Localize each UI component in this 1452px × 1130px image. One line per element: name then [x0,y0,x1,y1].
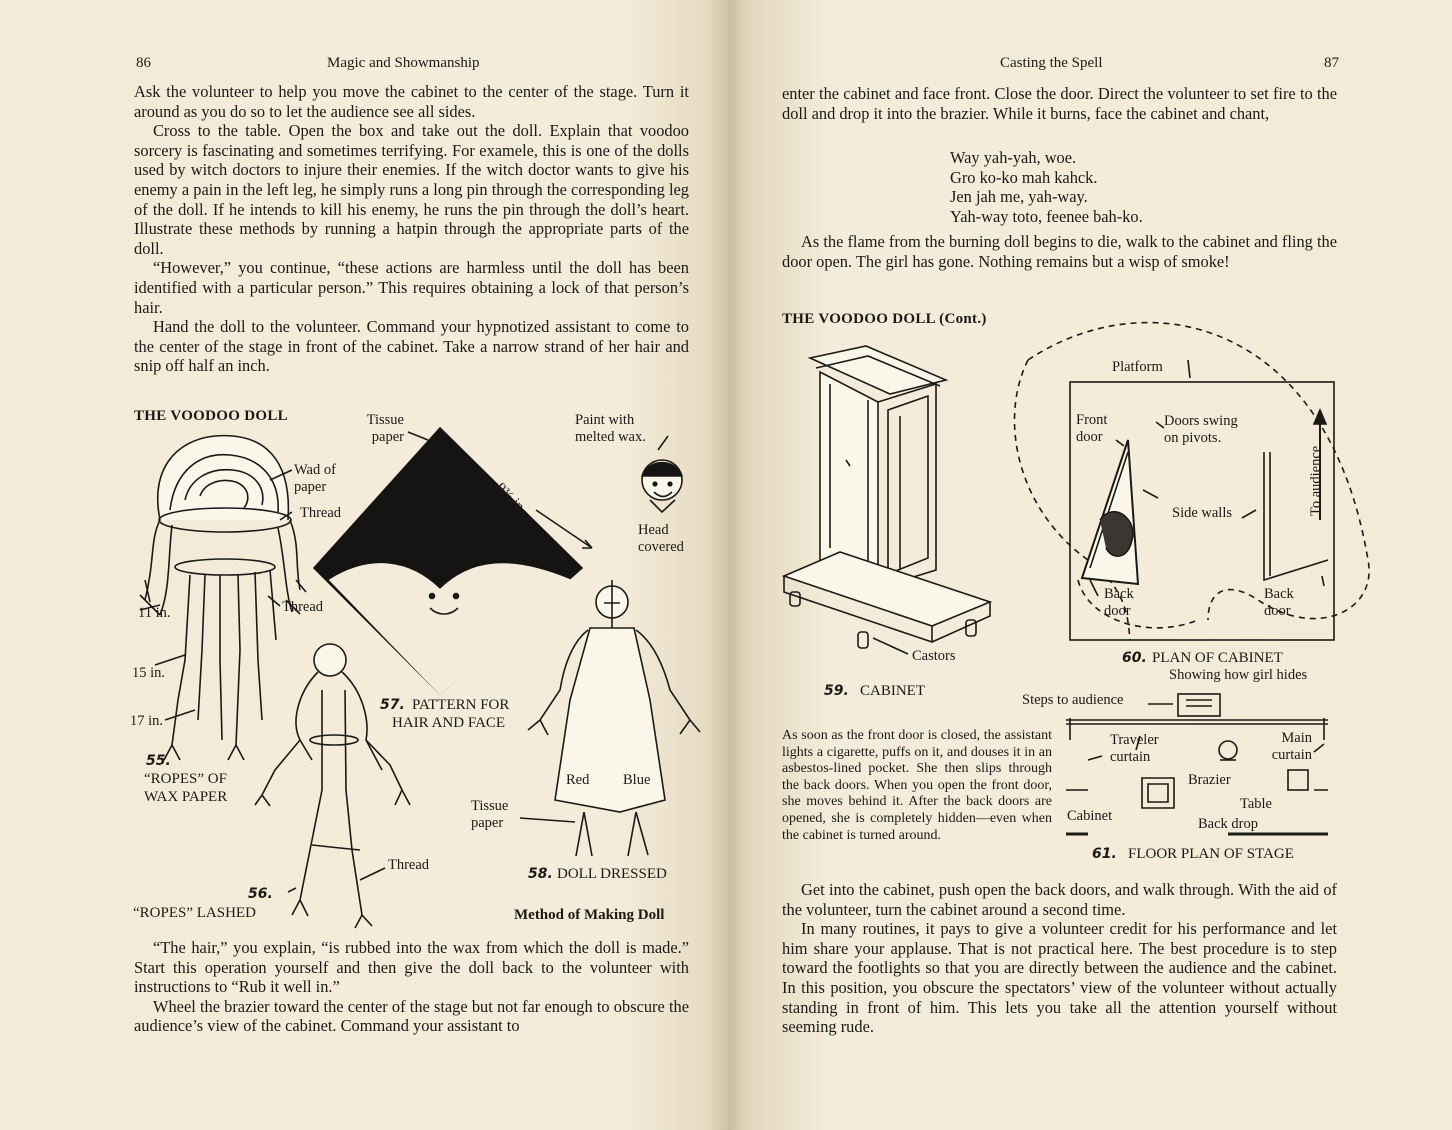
front-door-label: Front door [1076,412,1108,445]
doors-swing-label: Doors swing on pivots. [1164,413,1238,446]
paint-label: Paint with melted wax. [575,412,646,445]
castors-label: Castors [912,648,956,664]
brazier-label: Brazier [1188,772,1231,788]
table-label: Table [1240,796,1272,812]
body-text-bottom [134,938,689,1036]
chant-line: Jen jah me, yah-way. [950,187,1088,207]
back-door-label: Back door [1104,586,1134,619]
fig59-number: 59. [824,683,849,699]
side-note: As soon as the front door is closed, the assistant lights a cigarette, puffs on it, and douses it in an asbestos-lined pocket. She then slips through the back doors. When you open the front door, she moves behind it. After the back doors are opened, she is completely hidden—even when the cabinet is turned around. [782,728,1052,843]
fig57-caption: PATTERN FOR HAIR AND FACE [392,697,510,731]
back-drop-label: Back drop [1198,816,1258,832]
paragraph: “However,” you continue, “these actions are harmless until the doll has been identified with a particular person.” This requires obtaining a lock of that person’s hair. [134,258,689,317]
side-walls-label: Side walls [1172,505,1233,521]
method-caption: Method of Making Doll [514,907,665,923]
fig55-caption: “ROPES” OF WAX PAPER [144,771,228,805]
wad-of-paper-label: Wad of paper [294,462,336,495]
fig61-caption: FLOOR PLAN OF STAGE [1128,846,1294,862]
fig61-number: 61. [1092,846,1117,862]
fig55-number: 55. [146,753,171,769]
chant-line: Gro ko-ko mah kahck. [950,167,1098,187]
fig56-caption: “ROPES” LASHED [133,905,256,921]
to-audience-label: To audience [1308,445,1324,516]
fig58-number: 58. [528,866,553,882]
paragraph: Wheel the brazier toward the center of the stage but not far enough to obscure the audience’s view of the cabinet. Command your assistant to [134,996,689,1036]
page-number: 87 [1324,55,1339,71]
paragraph: Get into the cabinet, push open the back doors, and walk through. With the aid of the volunteer, turn the cabinet around a second time. [782,880,1337,919]
red-label: Red [566,772,590,788]
paragraph: Hand the doll to the volunteer. Command your hypnotized assistant to come to the center of the stage in front of the cabinet. Take a narrow strand of her hair and snip off half an inch. [134,317,689,376]
blue-label: Blue [623,772,651,788]
page-number: 86 [136,55,151,71]
chant-line: Way yah-yah, woe. [950,148,1077,167]
running-title: Magic and Showmanship [327,55,480,71]
figure-heading: THE VOODOO DOLL (Cont.) [782,311,987,327]
body-text-top: enter the cabinet and face front. Close the door. Direct the volunteer to set fire to the doll and drop it into the brazier. While it burns, face the cabinet and chant, [782,84,1337,123]
back-door-label: Back door [1264,586,1294,619]
fig60-number: 60. [1122,650,1147,666]
chant-line: Yah-way toto, feenee bah-ko. [950,206,1143,226]
length-11-label: 11 in. [138,605,171,621]
thread-label: Thread [388,857,430,873]
tissue-paper-label: Tissue paper [366,412,404,445]
paragraph: Cross to the table. Open the box and take out the doll. Explain that voodoo sorcery is fascinating and sometimes terrifying. For examele, this is one of the dolls used by witch doctors to injure their enemies. If the witch doctor wants to give his enemy a pain in the left leg, he simply runs a long pin through the corresponding leg of the doll. If he intends to kill his enemy, he runs the pin through the doll’s heart. Illustrate these methods by running a hatpin through the appropriate parts of the doll. [134,121,689,258]
running-title: Casting the Spell [1000,55,1103,71]
head-covered-label: Head covered [638,522,684,555]
figure-heading: THE VOODOO DOLL [134,408,288,424]
main-curtain-label: Main curtain [1271,730,1312,763]
right-page [728,0,1452,1130]
thread-label: Thread [300,505,342,521]
thread-label: Thread [282,599,324,615]
fig58-caption: DOLL DRESSED [557,866,667,882]
cabinet-label: Cabinet [1067,808,1113,824]
tissue-paper-label: Tissue paper [471,798,509,831]
length-17-label: 17 in. [130,713,164,729]
paragraph: “The hair,” you explain, “is rubbed into the wax from which the doll is made.” Start this operation yourself and then give the doll back to the volunteer with instructions to “Rub it well in.” [134,938,689,997]
fig56-number: 56. [248,886,273,902]
paragraph: Ask the volunteer to help you move the cabinet to the center of the stage. Turn it around as you do so to let the audience see all sides. [134,82,689,121]
fig60-subcaption: Showing how girl hides [1169,667,1308,683]
length-15-label: 15 in. [132,665,166,681]
body-text-bottom [782,880,1337,1037]
body-text-mid: As the flame from the burning doll begins to die, walk to the cabinet and fling the door open. The girl has gone. Nothing remains but a wisp of smoke! [782,232,1337,271]
fig59-caption: CABINET [860,683,925,699]
fig60-caption: PLAN OF CABINET [1152,650,1283,666]
paragraph: In many routines, it pays to give a volunteer credit for his performance and let him share your applause. That is not practical here. The best procedure is to step toward the footlights so that you are directly between the audience and the cabinet. In this position, you obscure the spectators’ view of the volunteer without actually standing in front of him. This lets you take all the attention yourself without seeming rude. [782,919,1337,1037]
dimension-label: 9¾ in. [492,480,530,518]
platform-label: Platform [1112,359,1163,375]
steps-label: Steps to audience [1022,692,1124,708]
fig57-number: 57. [380,697,405,713]
traveler-curtain-label: Traveler curtain [1110,732,1159,765]
